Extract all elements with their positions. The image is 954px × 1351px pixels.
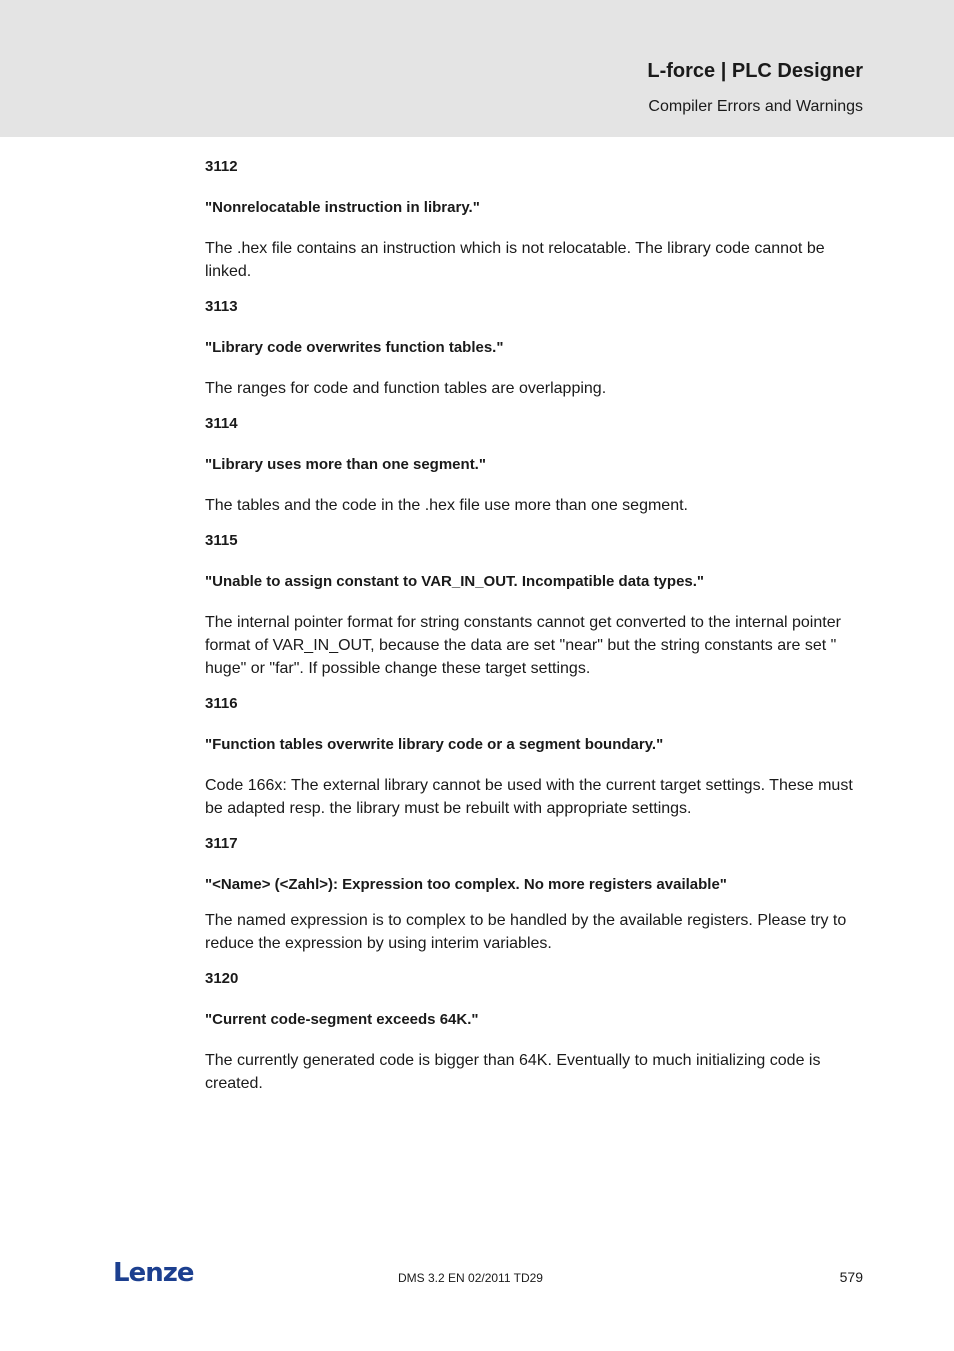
document-id: DMS 3.2 EN 02/2011 TD29 bbox=[398, 1271, 543, 1285]
error-entry bbox=[205, 832, 865, 955]
page-number: 579 bbox=[839, 1269, 863, 1285]
error-message: "Nonrelocatable instruction in library." bbox=[205, 199, 480, 216]
error-code: 3115 bbox=[205, 532, 238, 549]
error-message: "<Name> (<Zahl>): Expression too complex. No more registers available" bbox=[205, 876, 727, 893]
error-message: "Library code overwrites function tables." bbox=[205, 339, 504, 356]
error-entry bbox=[205, 295, 865, 400]
error-description: Code 166x: The external library cannot be used with the current target settings. These must be adapted resp. the library must be rebuilt with appropriate settings. bbox=[205, 777, 853, 817]
error-list bbox=[205, 155, 865, 1107]
error-description: The tables and the code in the .hex file use more than one segment. bbox=[205, 497, 688, 514]
error-code: 3117 bbox=[205, 835, 238, 852]
error-message: "Library uses more than one segment." bbox=[205, 456, 486, 473]
error-entry bbox=[205, 155, 865, 283]
error-entry bbox=[205, 529, 865, 680]
error-message: "Unable to assign constant to VAR_IN_OUT. Incompatible data types." bbox=[205, 573, 705, 590]
error-entry bbox=[205, 412, 865, 517]
lenze-logo: Lenze bbox=[113, 1258, 194, 1288]
error-code: 3116 bbox=[205, 695, 238, 712]
error-entry bbox=[205, 692, 865, 820]
error-entry bbox=[205, 967, 865, 1095]
error-message: "Function tables overwrite library code or a segment boundary." bbox=[205, 736, 664, 753]
error-description: The .hex file contains an instruction which is not relocatable. The library code cannot be linked. bbox=[205, 240, 825, 280]
document-title: L-force | PLC Designer bbox=[647, 60, 863, 82]
error-description: The ranges for code and function tables are overlapping. bbox=[205, 380, 607, 397]
error-description: The currently generated code is bigger than 64K. Eventually to much initializing code is created. bbox=[205, 1052, 821, 1092]
error-message: "Current code-segment exceeds 64K." bbox=[205, 1011, 479, 1028]
error-code: 3120 bbox=[205, 970, 239, 987]
error-code: 3113 bbox=[205, 298, 238, 315]
error-description: The named expression is to complex to be handled by the available registers. Please try to reduce the expression by using interim variables. bbox=[205, 912, 847, 952]
chapter-subtitle: Compiler Errors and Warnings bbox=[648, 98, 863, 115]
error-description: The internal pointer format for string constants cannot get converted to the internal pointer format of VAR_IN_OUT, because the data are set "near" but the string constants are set " huge" or "far". If possible change these target settings. bbox=[205, 614, 841, 677]
error-code: 3114 bbox=[205, 415, 238, 432]
error-code: 3112 bbox=[205, 158, 238, 175]
page-header bbox=[0, 0, 954, 137]
